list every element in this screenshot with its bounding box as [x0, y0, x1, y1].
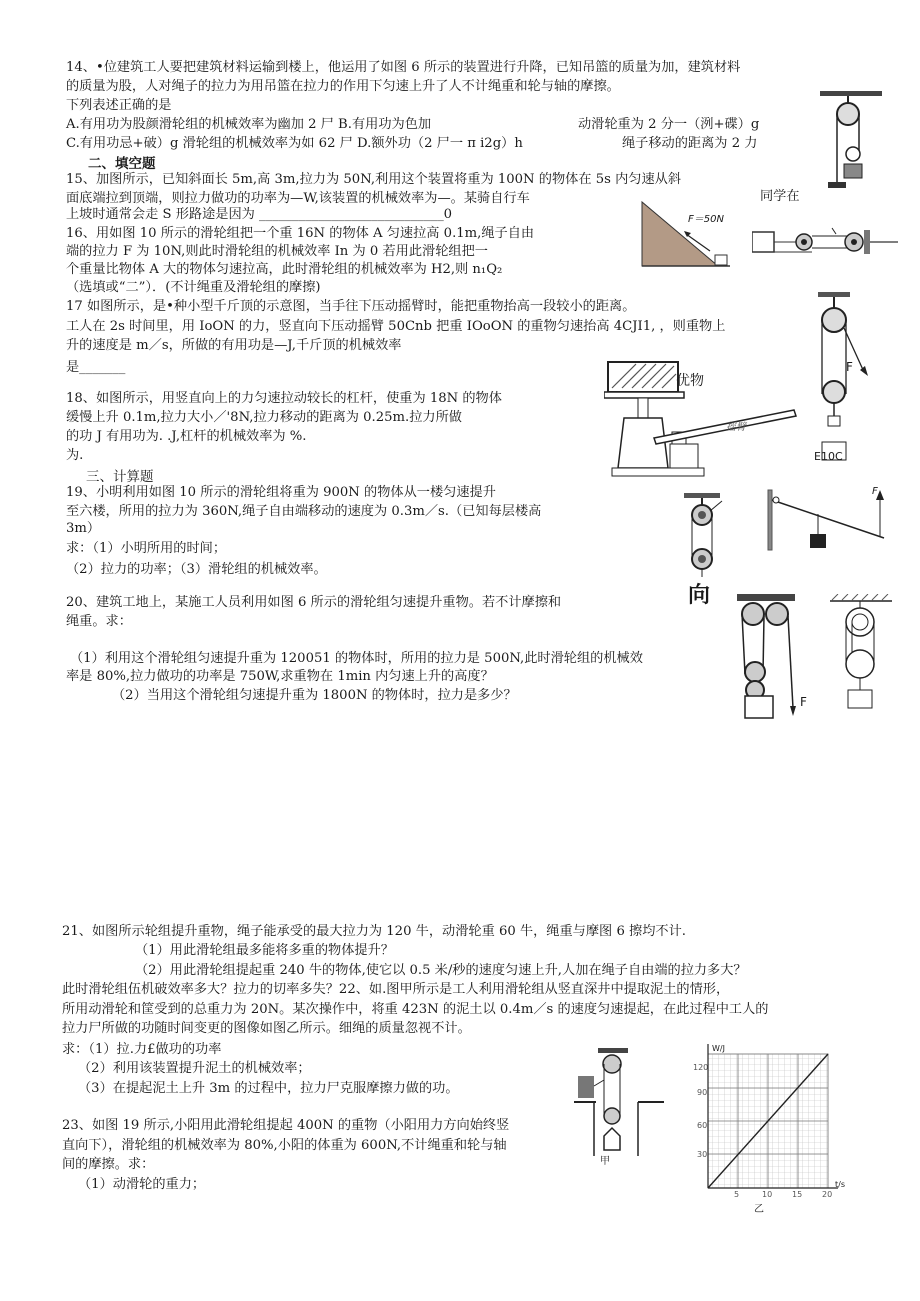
- q18-line-1: 18、如图所示，用竖直向上的力匀速拉动较长的杠杆，使重为 18N 的物体: [66, 391, 502, 406]
- q14-option-d-cont: 绳子移动的距离为 2 力: [622, 136, 758, 151]
- q16-line-2: 端的拉力 F 为 10N,则此时滑轮组的机械效率 In 为 0 若用此滑轮组把一: [66, 244, 488, 259]
- graph-x-tick: 10: [762, 1190, 773, 1199]
- q23-line-4: （1）动滑轮的重力；: [78, 1177, 206, 1192]
- q21-line-2: （1）用此滑轮组最多能将多重的物体提升？: [135, 943, 394, 958]
- q22-line-2: （2）利用该装置提升泥土的机械效率；: [78, 1061, 311, 1076]
- q17-line-1: 17 如图所示，是•种小型千斤顶的示意图，当手往下压动摇臂时，能把重物抬高一段较小的距离。: [66, 299, 636, 314]
- graph-y-label: W/J: [712, 1044, 725, 1053]
- q17-line-4: 是_______: [66, 360, 126, 375]
- work-time-graph: [688, 1040, 843, 1210]
- q15-line-1: 15、加图所示，已知斜面长 5m,高 3m,拉力为 50N,利用这个装置将重为 100N 的物体在 5s 内匀速从斜: [66, 172, 682, 187]
- lever-weight-icon: [810, 534, 826, 548]
- fig-xiang-char: 向: [688, 583, 711, 608]
- q20-line-2: 绳重。求：: [66, 614, 132, 629]
- q23-line-2: 直向下），滑轮组的机械效率为 80%,小阳的体重为 600N,不计绳重和轮与轴: [62, 1138, 507, 1153]
- q20-line-5: （2）当用这个滑轮组匀速提升重为 1800N 的物体时，拉力是多少？: [112, 688, 517, 703]
- incline-force-label: F＝50N: [688, 214, 724, 225]
- q20-pulley-figure-2: [828, 594, 894, 714]
- q18-line-4: 为.: [66, 448, 84, 463]
- block-a-icon: [752, 232, 774, 252]
- graph-y-tick: 30: [697, 1150, 708, 1159]
- q19-line-2: 至六楼，所用的拉力为 360N,绳子自由端移动的速度为 0.3m／s.（已知每层楼高: [66, 504, 542, 519]
- load-box-icon: [848, 690, 872, 708]
- fig-yi-label: 乙: [754, 1204, 764, 1215]
- load-box-icon: [745, 696, 773, 718]
- pulley-weight-label: E10C: [814, 450, 843, 463]
- q15-line-2b: 同学在: [760, 189, 800, 204]
- q16-line-1: 16、用如图 10 所示的滑轮组把一个重 16N 的物体 A 匀速拉高 0.1m,绳子自由: [66, 226, 535, 241]
- q20-force-label: F: [800, 695, 807, 709]
- q21-line-5: 所用动滑轮和筐受到的总重力为 20N。某次操作中，将重 423N 的泥土以 0.4m／s 的速度匀速提起，在此过程中工人的: [62, 1002, 769, 1017]
- q22-line-3: （3）在提起泥土上升 3m 的过程中，拉力尸克服摩擦力做的功。: [78, 1081, 459, 1096]
- q14-option-b-cont: 动滑轮重为 2 分一（洌+碟）g: [578, 117, 760, 132]
- q23-line-3: 间的摩擦。求：: [62, 1157, 155, 1172]
- ceiling-beam: [820, 91, 882, 96]
- section-calculation: 三、计算题: [86, 469, 154, 485]
- q18-line-3: 的功 J 有用功为. .J,杠杆的机械效率为 %.: [66, 429, 307, 444]
- q15-line-2: 面底端拉到顶端，则拉力做功的功率为—W,该装置的机械效率为—。某骑自行车: [66, 191, 530, 206]
- vertical-pulley-figure: [808, 292, 873, 472]
- lever-force-label: F: [872, 486, 878, 497]
- q17-line-3: 升的速度是 m／s，所做的有用功是—J,千斤顶的机械效率: [66, 338, 402, 353]
- jack-arm-icon: [654, 410, 796, 444]
- incline-block-icon: [715, 255, 727, 265]
- graph-y-tick: 60: [697, 1121, 708, 1130]
- graph-y-tick: 90: [697, 1088, 708, 1097]
- movable-pulley-icon: [846, 147, 860, 161]
- q23-line-1: 23、如图 19 所示,小阳用此滑轮组提起 400N 的重物（小阳用力方向始终竖: [62, 1118, 510, 1133]
- lever-bar: [772, 500, 884, 538]
- q14-line-1: 14、•位建筑工人要把建筑材料运输到楼上，他运用了如图 6 所示的装置进行升降，已知吊篮的质量为加，建筑材料: [66, 60, 741, 75]
- q22-line-1: 求：（1）拉.力£做功的功率: [62, 1042, 222, 1057]
- incline-figure: [638, 196, 733, 271]
- q15-line-3: 上坡时通常会走 S 形路途是因为 ____________________________0: [66, 207, 453, 222]
- q21-line-3: （2）用此滑轮组提起重 240 牛的物体,使它以 0.5 米/秒的速度匀速上升,人加在绳子自由端的拉力多大？: [135, 963, 747, 978]
- q19-line-1: 19、小明利用如图 10 所示的滑轮组将重为 900N 的物体从一楼匀速提升: [66, 485, 496, 500]
- q18-line-2: 缓慢上升 0.1m,拉力大小／'8N,拉力移动的距离为 0.25m.拉力所做: [66, 410, 462, 425]
- fixed-pulley-icon: [837, 103, 859, 125]
- q16-line-4: （选填或“二”）．(不计绳重及滑轮组的摩擦): [66, 280, 321, 295]
- fig-jia-label: 甲: [600, 1156, 610, 1167]
- q14-option-cd: C.有用功忌+破）g 滑轮组的机械效率为如 62 尸 D.额外功（2 尸一 π i2g）h: [66, 136, 523, 151]
- basket-icon: [844, 164, 862, 178]
- movable-pulley-icon: [604, 1108, 620, 1124]
- jack-figure: [604, 358, 804, 483]
- fixed-pulley-icon: [603, 1055, 621, 1073]
- fixed-pulley-icon: [822, 308, 846, 332]
- basket-pulley-figure: [800, 86, 890, 191]
- graph-x-tick: 15: [792, 1190, 803, 1199]
- q19-line-3: 3m）: [66, 521, 101, 536]
- well-pulley-figure: [574, 1046, 674, 1161]
- q14-line-3: 下列表述正确的是: [66, 98, 172, 113]
- q21-line-1: 21、如图所示轮组提升重物，绳子能承受的最大拉力为 120 牛，动滑轮重 60 牛，绳重与摩图 6 擦均不计.: [62, 924, 686, 939]
- basket-icon: [604, 1128, 620, 1150]
- q19-line-5: （2）拉力的功率；（3）滑轮组的机械效率。: [66, 562, 327, 577]
- movable-pulley-icon: [823, 381, 845, 403]
- q14-option-ab: A.有用功为股颜滑轮组的机械效率为幽加 2 尸 B.有用功为色加: [66, 117, 432, 132]
- q20-line-4: 率是 80%,拉力做功的功率是 750W,求重物在 1min 内匀速上升的高度？: [66, 669, 494, 684]
- q16-line-3: 个重量比物体 A 大的物体匀速拉高，此时滑轮组的机械效率为 H2,则 n₁Q₂: [66, 262, 503, 277]
- graph-x-tick: 20: [822, 1190, 833, 1199]
- graph-x-label: t/s: [835, 1180, 845, 1189]
- q21-line-4: 此时滑轮组伍机破效率多大？拉力的切率多失？22、如.图甲所示是工人利用滑轮组从竖直深井中提取泥土的情形，: [62, 982, 730, 997]
- q14-line-2: 的质量为股，人对绳子的拉力为用吊篮在拉力的作用下匀速上升了人不计绳重和轮与轴的摩擦。: [66, 79, 620, 94]
- q20-line-3: （1）利用这个滑轮组匀速提升重为 120051 的物体时，所用的拉力是 500N,此时滑轮组的机械效: [70, 651, 643, 666]
- q19-line-4: 求：（1）小明所用的时间；: [66, 541, 227, 556]
- q17-line-2: 工人在 2s 时间里，用 IoON 的力，竖直向下压动摇臂 50Cnb 把重 IOoON 的重物匀速抬高 4CJI1, ，则重物上: [66, 319, 726, 334]
- fixed-pulley-icon: [766, 603, 788, 625]
- graph-y-tick: 120: [693, 1063, 709, 1072]
- jack-weight-label: 优物: [676, 373, 704, 389]
- q21-line-6: 拉力尸所做的功随时间变更的图像如图乙所示。细绳的质量忽视不计。: [62, 1021, 471, 1036]
- section-fill-blank: 二、填空题: [88, 156, 156, 172]
- worker-icon: [578, 1076, 594, 1098]
- movable-pulley-icon: [846, 650, 874, 678]
- graph-x-tick: 5: [734, 1190, 740, 1199]
- q20-line-1: 20、建筑工地上，某施工人员利用如图 6 所示的滑轮组匀速提升重物。若不计摩擦和: [66, 595, 562, 610]
- vertical-force-label: F: [846, 360, 853, 374]
- horizontal-pulley-figure: [752, 224, 902, 264]
- jack-arm-label: 摇臂: [726, 422, 746, 433]
